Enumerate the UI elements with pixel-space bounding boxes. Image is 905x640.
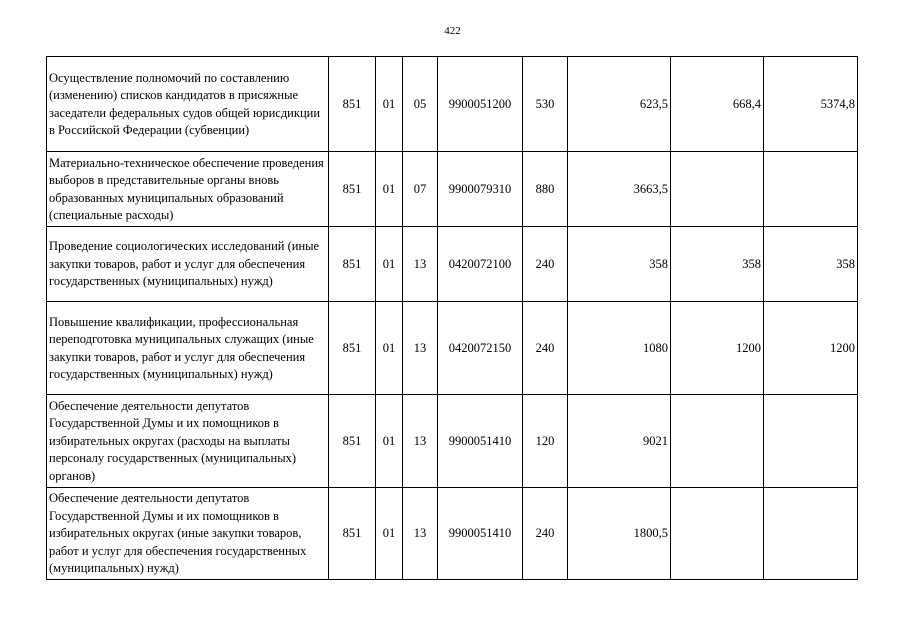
table-row — [47, 395, 858, 488]
amount-year-1: 9021 — [568, 395, 671, 488]
amount-year-3: 1200 — [764, 302, 858, 395]
subsection-code: 13 — [403, 302, 438, 395]
amount-year-2: 668,4 — [671, 57, 764, 152]
target-article-code: 9900051410 — [438, 395, 523, 488]
amount-year-3: 358 — [764, 227, 858, 302]
row-description: Повышение квалификации, профессиональная переподготовка муниципальных служащих (иные закупки товаров, работ и услуг для обеспечения государственных (муниципальных) нужд) — [47, 302, 329, 395]
target-article-code: 0420072100 — [438, 227, 523, 302]
amount-year-2: 358 — [671, 227, 764, 302]
expense-type-code: 240 — [523, 227, 568, 302]
row-description: Проведение социологических исследований (иные закупки товаров, работ и услуг для обеспечения государственных (муниципальных) нужд) — [47, 227, 329, 302]
target-article-code: 9900051200 — [438, 57, 523, 152]
section-code: 01 — [376, 488, 403, 580]
ministry-code: 851 — [329, 152, 376, 227]
amount-year-1: 623,5 — [568, 57, 671, 152]
row-description: Осуществление полномочий по составлению (изменению) списков кандидатов в присяжные заседатели федеральных судов общей юрисдикции в Российской Федерации (субвенции) — [47, 57, 329, 152]
target-article-code: 9900051410 — [438, 488, 523, 580]
expense-type-code: 240 — [523, 302, 568, 395]
page-number: 422 — [444, 25, 461, 37]
expense-type-code: 530 — [523, 57, 568, 152]
table-row — [47, 488, 858, 580]
ministry-code: 851 — [329, 488, 376, 580]
expense-type-code: 120 — [523, 395, 568, 488]
budget-table — [46, 56, 858, 580]
subsection-code: 13 — [403, 488, 438, 580]
ministry-code: 851 — [329, 302, 376, 395]
amount-year-3 — [764, 395, 858, 488]
amount-year-3: 5374,8 — [764, 57, 858, 152]
subsection-code: 05 — [403, 57, 438, 152]
subsection-code: 07 — [403, 152, 438, 227]
amount-year-1: 1800,5 — [568, 488, 671, 580]
amount-year-3 — [764, 152, 858, 227]
amount-year-2 — [671, 488, 764, 580]
amount-year-1: 358 — [568, 227, 671, 302]
amount-year-2 — [671, 395, 764, 488]
table-row — [47, 152, 858, 227]
row-description: Материально-техническое обеспечение проведения выборов в представительные органы вновь образованных муниципальных образований (специальные расходы) — [47, 152, 329, 227]
section-code: 01 — [376, 227, 403, 302]
expense-type-code: 880 — [523, 152, 568, 227]
row-description: Обеспечение деятельности депутатов Государственной Думы и их помощников в избирательных округах (расходы на выплаты персоналу государственных (муниципальных) органов) — [47, 395, 329, 488]
section-code: 01 — [376, 152, 403, 227]
section-code: 01 — [376, 57, 403, 152]
expense-type-code: 240 — [523, 488, 568, 580]
ministry-code: 851 — [329, 57, 376, 152]
ministry-code: 851 — [329, 395, 376, 488]
table-row — [47, 57, 858, 152]
subsection-code: 13 — [403, 395, 438, 488]
amount-year-2 — [671, 152, 764, 227]
row-description: Обеспечение деятельности депутатов Государственной Думы и их помощников в избирательных округах (иные закупки товаров, работ и услуг для обеспечения государственных (муниципальных) нужд) — [47, 488, 329, 580]
section-code: 01 — [376, 302, 403, 395]
target-article-code: 0420072150 — [438, 302, 523, 395]
amount-year-1: 1080 — [568, 302, 671, 395]
amount-year-2: 1200 — [671, 302, 764, 395]
ministry-code: 851 — [329, 227, 376, 302]
target-article-code: 9900079310 — [438, 152, 523, 227]
subsection-code: 13 — [403, 227, 438, 302]
amount-year-3 — [764, 488, 858, 580]
section-code: 01 — [376, 395, 403, 488]
table-row — [47, 302, 858, 395]
table-row — [47, 227, 858, 302]
amount-year-1: 3663,5 — [568, 152, 671, 227]
